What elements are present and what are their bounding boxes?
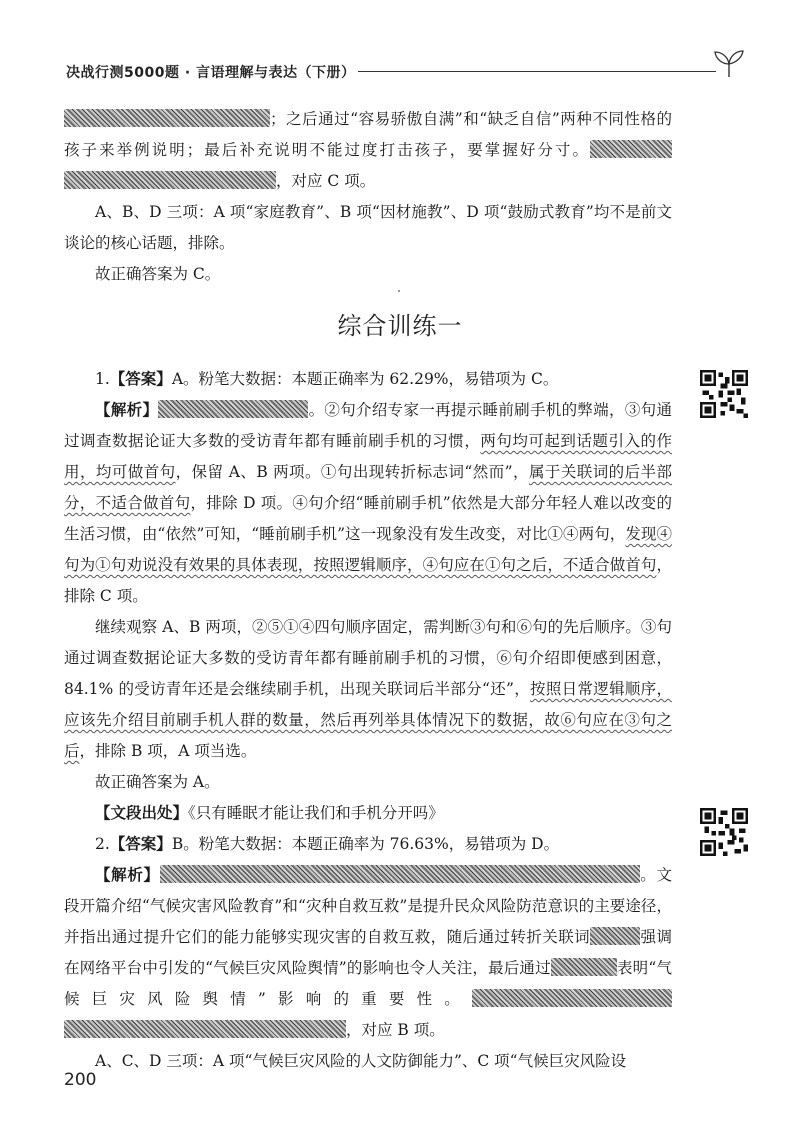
paragraph-2: A、B、D 三项：A 项“家庭教育”、B 项“因材施教”、D 项“鼓励式教育”均不是前文谈论的核心话题，排除。 [64,203,672,252]
underlined-text: 两句均可起到话题引入的作用，均可做首句 [64,432,672,481]
underlined-text: 属于关联词的后半部分，不适合做首句 [64,463,672,512]
sprout-icon [712,48,746,78]
q1-source: 【文段出处】《只有睡眠才能让我们和手机分开吗》 [95,804,444,822]
q2-answer: 2.【答案】B。粉笔大数据：本题正确率为 76.63%，易错项为 D。 [95,835,560,853]
running-header [66,62,746,84]
paragraph-3: 故正确答案为 C。 [95,265,221,283]
underlined-text: 发现④句为①句劝说没有效果的具体表现，按照逻辑顺序，④句应在①句之后，不适合做首句 [64,525,672,574]
analysis-label: 【解析】 [95,866,160,884]
q1-analysis-continued: 继续观察 A、B 两项，②⑤①④四句顺序固定，需判断③句和⑥句的先后顺序。③句通过调查数据论证大多数的受访青年都有睡前刷手机的习惯，⑥句介绍即便感到困意，84.1% 的受访青年还是会继续刷手机，出现关联词后半部分“还”，按照日常逻辑顺序，应该先介绍目前刷手机人群的数量，然后再列举具体情况下的数据，故⑥句应在③句之后，排除 B 项，A 项当选。 [64,618,672,760]
underlined-text: 按照日常逻辑顺序，应该先介绍目前刷手机人群的数量，然后再列举具体情况下的数据，故⑥句应在③句之后 [64,680,672,760]
q2-analysis: 【解析】 。文段开篇介绍“气候灾害风险教育”和“灾种自救互救”是提升民众风险防范意识的主要途径，并指出通过提升它们的能力能够实现灾害的自救互救，随后通过转折关联词 强调在网络平台中引发的“气候巨灾风险舆情”的影响也令人关注，最后通过 表明“气候巨灾风险舆情”影响的重要性。，对应 B 项。 [64,866,672,1039]
analysis-label: 【解析】 [95,401,159,419]
page-number: 200 [64,1070,97,1090]
qr-code-icon[interactable] [700,808,748,856]
q2-options-note: A、C、D 三项：A 项“气候巨灾风险的人文防御能力”、C 项“气候巨灾风险设 [95,1052,627,1070]
q1-analysis: 【解析】 。②句介绍专家一再提示睡前刷手机的弊端，③句通过调查数据论证大多数的受访青年都有睡前刷手机的习惯，两句均可起到话题引入的作用，均可做首句，保留 A、B 两项。①句出现转折标志词“然而”，属于关联词的后半部分，不适合做首句，排除 D 项。④句介绍“睡前刷手机”依然是大部分年轻人难以改变的生活习惯，由“依然”可知，“睡前刷手机”这一现象没有发生改变，对比①④两句，发现④句为①句劝说没有效果的具体表现，按照逻辑顺序，④句应在①句之后，不适合做首句，排除 C 项。 [64,401,672,605]
section-title: 综合训练一 [337,312,463,340]
redacted-text [590,140,672,158]
redacted-text [158,400,308,418]
top-block [64,104,672,290]
book-title: 决战行测5000题 · 言语理解与表达（下册） [66,65,356,81]
q1-answer: 1.【答案】A。粉笔大数据：本题正确率为 62.29%，易错项为 C。 [95,370,559,388]
divider-dot [398,290,400,292]
redacted-text [551,958,617,976]
answer-label: 【答案】 [109,835,172,853]
source-label: 【文段出处】 [95,804,189,822]
paragraph-1: ；之后通过“容易骄傲自满”和“缺乏自信”两种不同性格的孩子来举例说明；最后补充说明不能过度打击孩子，要掌握好分寸。，对应 C 项。 [64,110,672,190]
redacted-text [64,171,276,189]
q1-block [64,364,672,1077]
header-rule [358,71,716,72]
redacted-text [64,1020,346,1038]
q1-conclusion: 故正确答案为 A。 [95,773,220,791]
redacted-text [160,865,640,883]
redacted-text [64,109,270,127]
answer-label: 【答案】 [109,370,172,388]
qr-code-icon[interactable] [700,370,748,418]
redacted-text [472,989,672,1007]
redacted-text [590,927,640,945]
